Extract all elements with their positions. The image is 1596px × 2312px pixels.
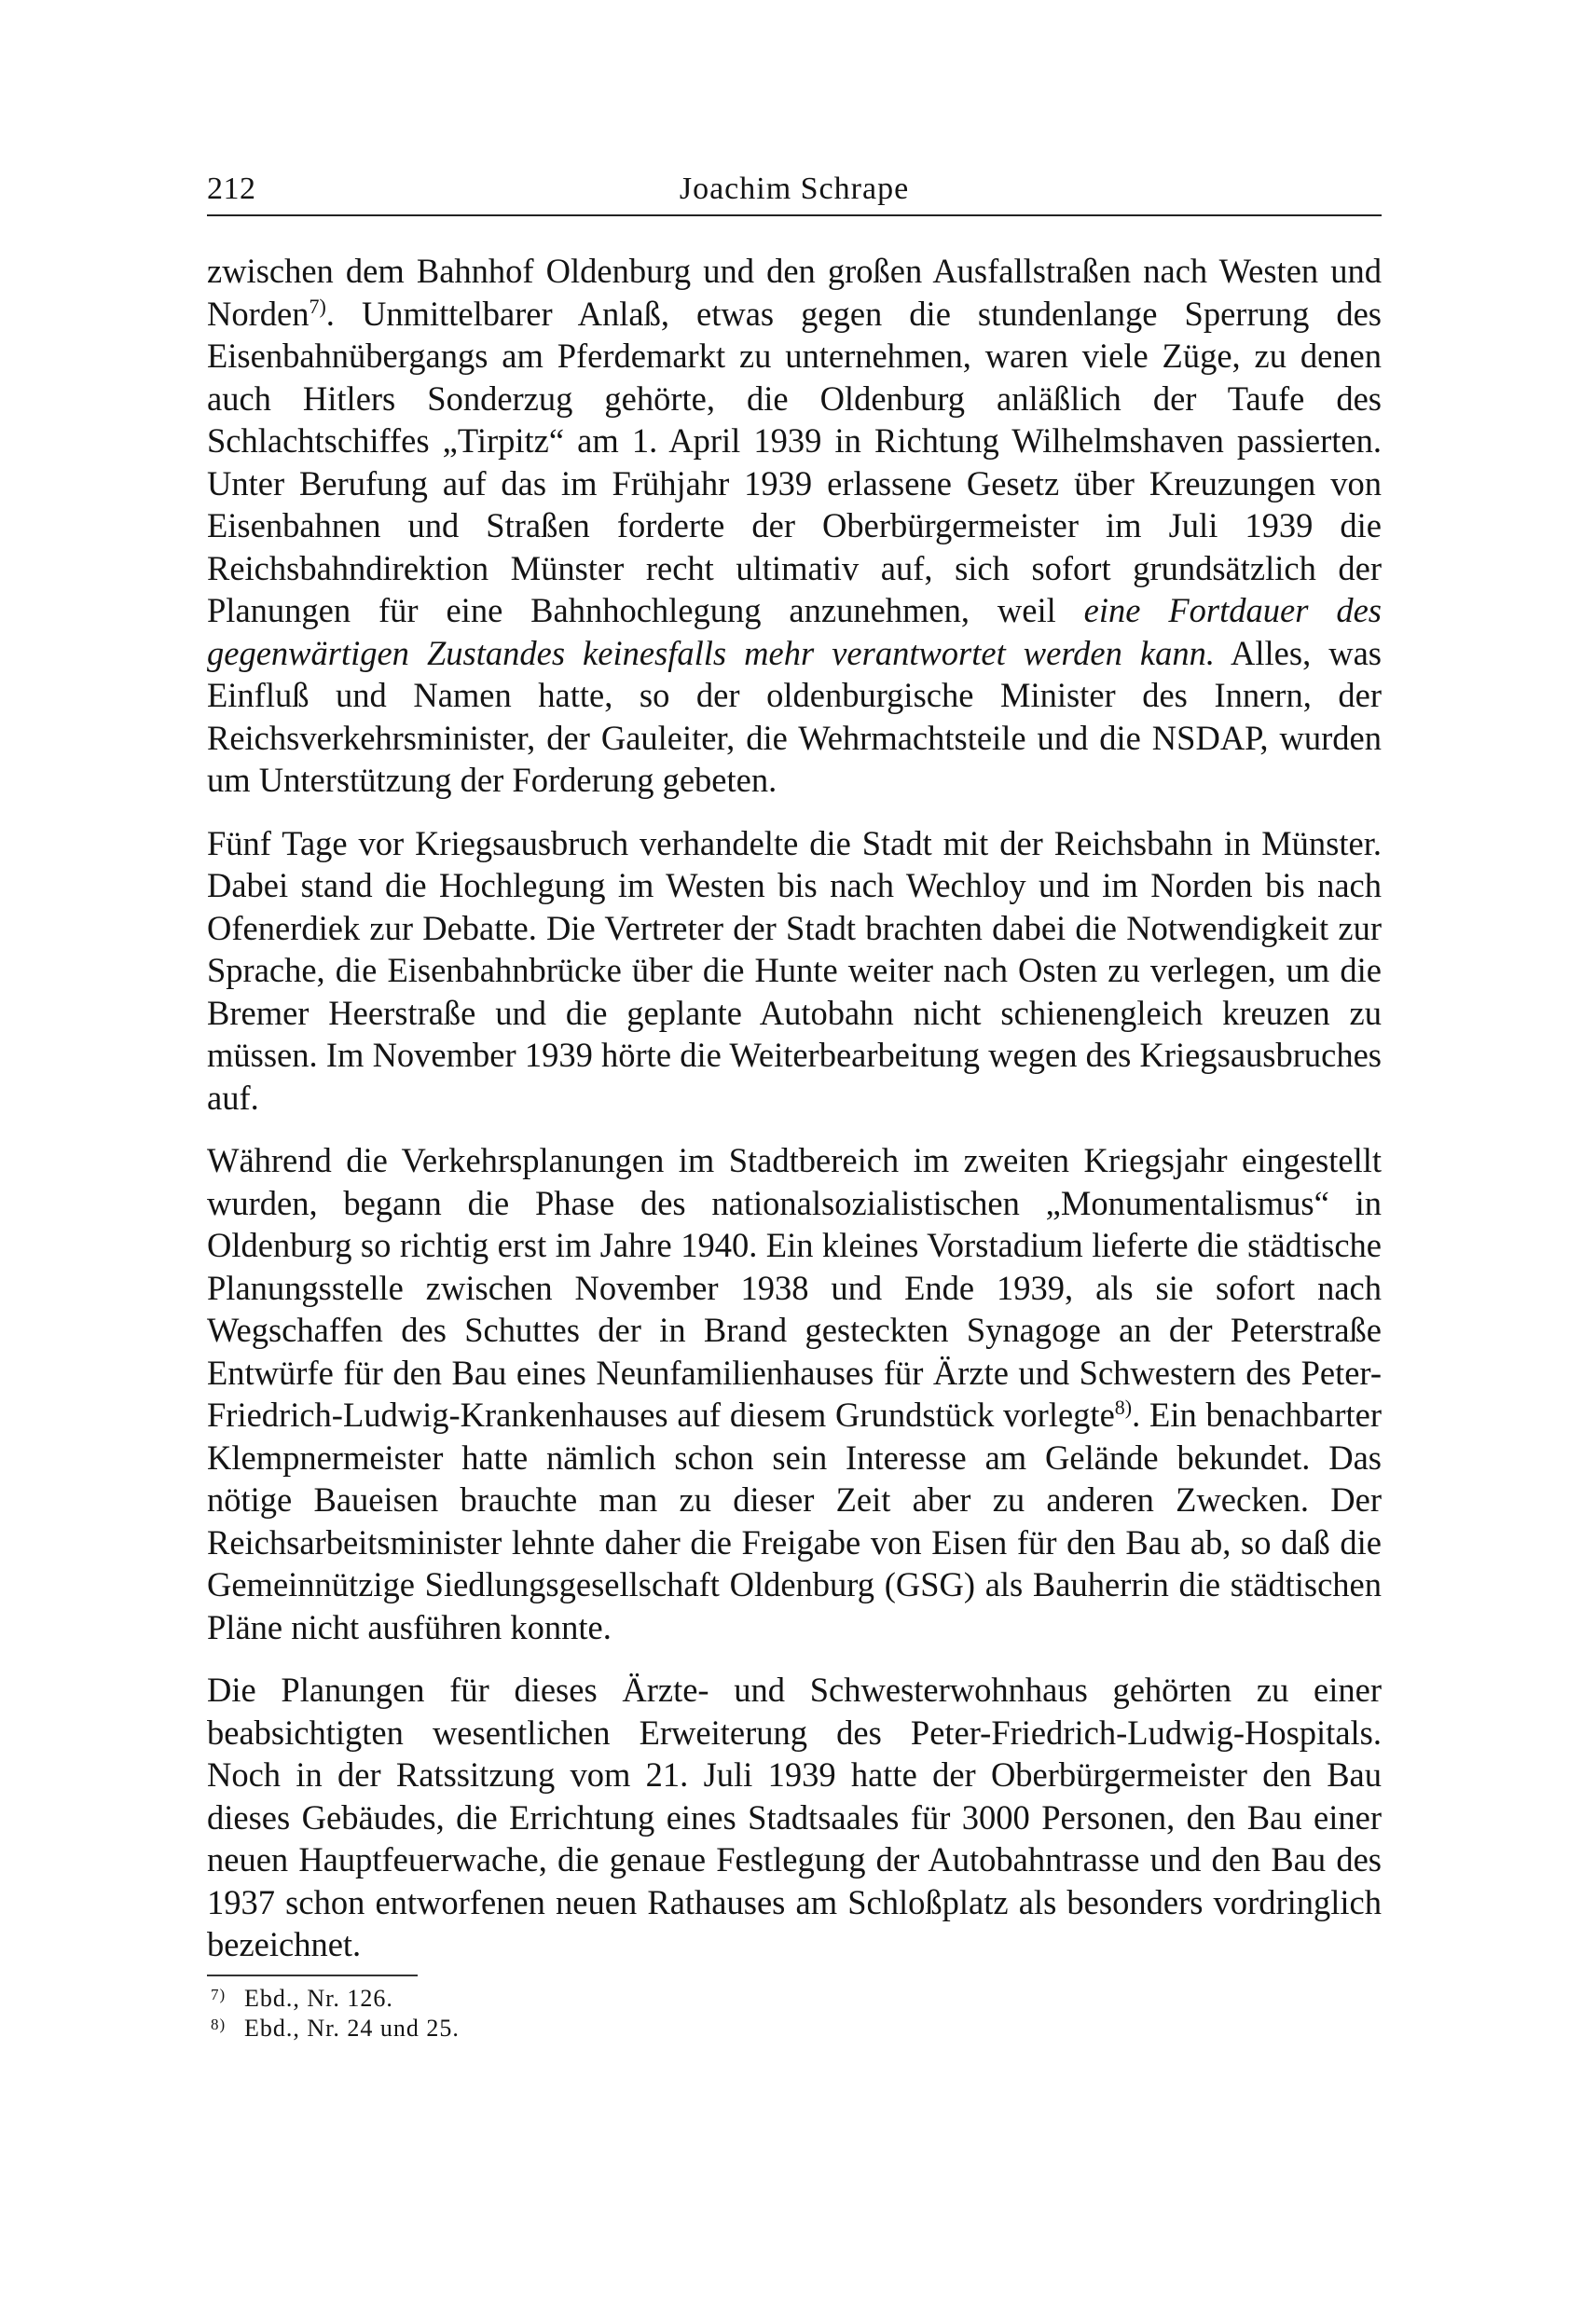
page-number: 212 <box>207 172 256 206</box>
paragraph-1-quotation: eine Fortdauer des gegenwärtigen Zustandes keinesfalls mehr verantwortet werden kann. <box>207 591 1382 672</box>
footnote-ref-7: 7) <box>309 294 326 318</box>
footnote-ref-8: 8) <box>1114 1395 1133 1419</box>
paragraph-1 <box>207 250 1382 802</box>
footnote-number: 7) <box>211 1986 227 2003</box>
footnote-divider <box>207 1975 418 1976</box>
page-header <box>207 164 1382 216</box>
footnote-number: 8) <box>211 2016 227 2033</box>
paragraph-2: Fünf Tage vor Kriegsausbruch verhandelte die Stadt mit der Reichsbahn in Münster. Dabei stand die Hochlegung im Westen bis nach Wechloy und im Norden bis nach Ofenerdiek zur Debatte. Die Vertreter der Stadt brachten dabei die Notwendigkeit zur Sprache, die Eisenbahnbrücke über die Hunte weiter nach Osten zu verlegen, um die Bremer Heerstraße und die geplante Autobahn nicht schienengleich kreuzen zu müssen. Im November 1939 hörte die Weiterbearbeitung wegen des Kriegsausbruches auf. <box>207 823 1382 1117</box>
paragraph-3-text-b: . Ein benachbarter Klempnermeister hatte nämlich schon sein Interesse am Gelände bekundet. Das nötige Baueisen brauchte man zu dieser Zeit aber zu anderen Zwecken. Der Reichsarbeitsminister lehnte daher die Freigabe von Eisen für den Bau ab, so daß die Gemeinnützige Siedlungsgesellschaft Oldenburg (GSG) als Bauherrin die städtischen Pläne nicht ausführen konnte. <box>207 1396 1383 1646</box>
footnote-text: Ebd., Nr. 126. <box>244 1985 393 2012</box>
paragraph-1-text-c: Alles, was Einfluß und Namen hatte, so der oldenburgische Minister des Innern, der Reichsverkehrsminister, der Gauleiter, die Wehrmachtsteile und die NSDAP, wurden um Unterstützung der Forderung gebeten. <box>207 633 1382 799</box>
footnote-8 <box>211 2014 956 2044</box>
paragraph-3-text-a: Während die Verkehrsplanungen im Stadtbereich im zweiten Kriegsjahr eingestellt wurden, begann die Phase des nationalsozialistischen „Monumentalismus“ in Oldenburg so richtig erst im Jahre 1940. Ein kleines Vorstadium lieferte die städtische Planungsstelle zwischen November 1938 und Ende 1939, als sie sofort nach Wegschaffen des Schuttes der in Brand gesteckten Synagoge an der Peterstraße Entwürfe für den Bau eines Neunfamilienhauses für Ärzte und Schwestern des Peter-Friedrich-Ludwig-Krankenhauses auf diesem Grundstück vorlegte <box>207 1141 1382 1434</box>
paragraph-3 <box>207 1139 1382 1648</box>
paragraph-1-text-a: zwischen dem Bahnhof Oldenburg und den großen Ausfallstraßen nach Westen und Norden <box>207 252 1382 333</box>
paragraph-4: Die Planungen für dieses Ärzte- und Schwesterwohnhaus gehörten zu einer beabsichtigten wesentlichen Erweiterung des Peter-Friedrich-Ludwig-Hospitals. Noch in der Ratssitzung vom 21. Juli 1939 hatte der Oberbürgermeister den Bau dieses Gebäudes, die Errichtung eines Stadtsaales für 3000 Personen, den Bau einer neuen Hauptfeuerwache, die genaue Festlegung der Autobahntrasse und den Bau des 1937 schon entworfenen neuen Rathauses am Schloßplatz als besonders vordringlich bezeichnet. <box>207 1671 1382 1963</box>
body-text <box>207 250 1382 1966</box>
footnote-7 <box>211 1984 956 2014</box>
footnotes <box>211 1984 956 2044</box>
paragraph-1-text-b: . Unmittelbarer Anlaß, etwas gegen die stundenlange Sperrung des Eisenbahnübergangs am Pferdemarkt zu unternehmen, waren viele Züge, zu denen auch Hitlers Sonderzug gehörte, die Oldenburg anläßlich der Taufe des Schlachtschiffes „Tirpitz“ am 1. April 1939 in Richtung Wilhelmshaven passierten. Unter Berufung auf das im Frühjahr 1939 erlassene Gesetz über Kreuzungen von Eisenbahnen und Straßen forderte der Oberbürgermeister im Juli 1939 die Reichsbahndirektion Münster recht ultimativ auf, sich sofort grundsätzlich der Planungen für eine Bahnhochlegung anzunehmen, weil <box>207 294 1382 629</box>
footnote-text: Ebd., Nr. 24 und 25. <box>244 2015 460 2042</box>
running-head: Joachim Schrape <box>679 172 910 206</box>
